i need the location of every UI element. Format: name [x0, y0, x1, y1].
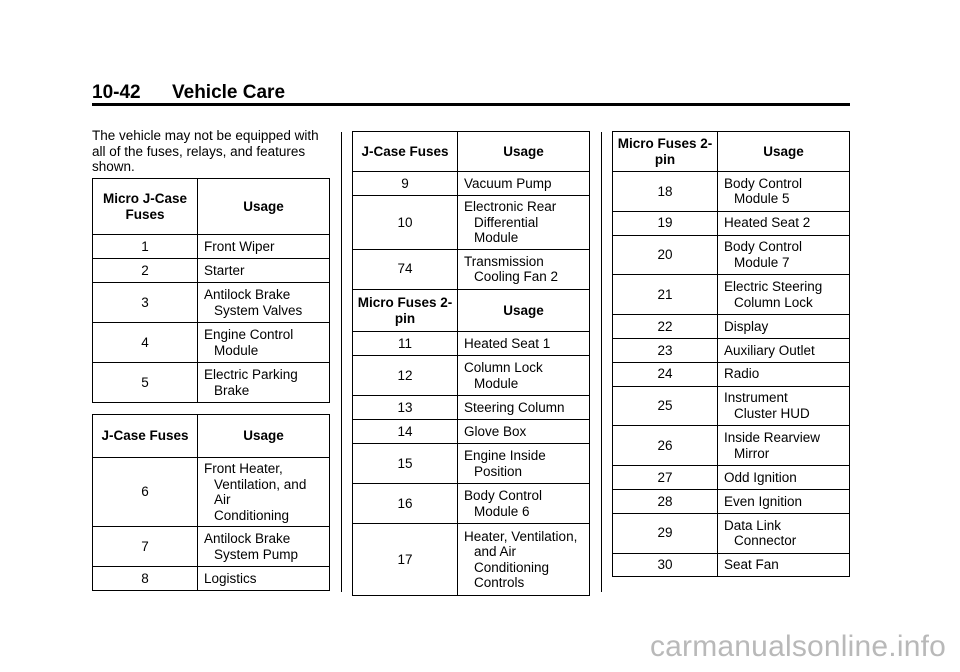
fuse-number: 16: [353, 484, 458, 524]
table-row: [613, 211, 850, 235]
fuse-usage: [458, 172, 590, 196]
usage-line: Engine Control: [204, 327, 294, 342]
fuse-usage: [458, 249, 590, 289]
fuse-number: 26: [613, 426, 718, 466]
fuse-number: 30: [613, 553, 718, 577]
fuse-usage: [718, 172, 850, 212]
usage-line: System Pump: [214, 546, 299, 562]
usage-line: Column Lock: [734, 294, 813, 310]
table-header-row: [613, 132, 850, 172]
table-row: [353, 444, 590, 484]
fuse-number: 10: [353, 196, 458, 250]
usage-line: Odd Ignition: [724, 469, 797, 485]
usage-line: Heated Seat 2: [724, 215, 811, 231]
fuse-number: 7: [93, 527, 198, 567]
usage-line: Position: [474, 463, 523, 479]
fuse-number: 9: [353, 172, 458, 196]
usage-line: Heater, Ventilation,: [464, 528, 578, 544]
fuse-number: 3: [93, 283, 198, 323]
fuse-usage: [458, 420, 590, 444]
usage-line: Antilock Brake: [204, 531, 291, 546]
table-row: [613, 235, 850, 275]
usage-line: Cooling Fan 2: [474, 269, 559, 284]
table-row: [93, 235, 330, 259]
usage-line: Logistics: [204, 570, 257, 586]
fuse-usage: [718, 513, 850, 553]
table-row: [93, 363, 330, 403]
usage-line: Differential Module: [474, 214, 539, 245]
fuse-column-header: Micro Fuses 2-pin: [353, 290, 458, 332]
fuse-usage: [198, 567, 330, 591]
fuse-usage: [718, 362, 850, 386]
table-row: [353, 196, 590, 250]
fuse-column-header: Micro Fuses 2-pin: [613, 132, 718, 172]
fuse-number: 17: [353, 524, 458, 596]
fuse-number: 1: [93, 235, 198, 259]
fuse-usage: [718, 315, 850, 339]
usage-line: Electric Steering: [724, 279, 823, 295]
usage-line: Auxiliary Outlet: [724, 342, 815, 358]
section-title: Vehicle Care: [172, 82, 286, 103]
table-row: [93, 527, 330, 567]
usage-line: Controls: [474, 575, 525, 590]
fuse-usage: [718, 489, 850, 513]
usage-line: Conditioning: [474, 559, 550, 575]
header-rule: [92, 103, 850, 106]
fuse-usage: [718, 386, 850, 426]
fuse-usage: [458, 196, 590, 250]
usage-line: Even Ignition: [724, 493, 803, 509]
table-row: [353, 396, 590, 420]
table-row: [613, 426, 850, 466]
usage-line: Heated Seat 1: [464, 335, 551, 351]
fuse-number: 74: [353, 249, 458, 289]
page-number: 10-42: [92, 82, 141, 103]
usage-line: Body Control: [724, 175, 803, 191]
table-row: [93, 567, 330, 591]
usage-line: Engine Inside: [464, 448, 546, 463]
fuse-usage: [718, 275, 850, 315]
fuse-table-micro-2pin-2: [612, 131, 850, 577]
fuse-usage: [458, 332, 590, 356]
usage-line: Seat Fan: [724, 557, 779, 573]
usage-line: Antilock Brake: [204, 287, 291, 302]
fuse-usage: [718, 211, 850, 235]
usage-line: Steering Column: [464, 399, 565, 415]
table-row: [613, 362, 850, 386]
usage-line: Body Control: [724, 239, 803, 255]
table-row: [353, 484, 590, 524]
fuse-column-header: J-Case Fuses: [93, 415, 198, 458]
usage-line: and Air: [474, 544, 517, 559]
watermark: carmanualsonline.info: [649, 630, 946, 663]
usage-line: Inside Rearview: [724, 430, 821, 446]
usage-column-header: Usage: [458, 132, 590, 172]
fuse-usage: [198, 235, 330, 259]
fuse-number: 12: [353, 356, 458, 396]
usage-line: Column Lock: [464, 360, 543, 375]
usage-line: Front Heater,: [204, 461, 283, 476]
fuse-column-header: J-Case Fuses: [353, 132, 458, 172]
table-row: [613, 172, 850, 212]
fuse-number: 21: [613, 275, 718, 315]
fuse-number: 29: [613, 513, 718, 553]
usage-line: Brake: [214, 382, 250, 398]
table-row: [93, 458, 330, 527]
fuse-number: 6: [93, 458, 198, 527]
intro-paragraph: The vehicle may not be equipped with all of the fuses, relays, and features shown.: [92, 128, 319, 174]
fuse-number: 20: [613, 235, 718, 275]
usage-line: Module: [214, 342, 259, 358]
fuse-number: 11: [353, 332, 458, 356]
table-header-row: [353, 290, 590, 332]
fuse-usage: [198, 259, 330, 283]
usage-column-header: Usage: [718, 132, 850, 172]
usage-line: Electronic Rear: [464, 199, 557, 214]
table-row: [613, 489, 850, 513]
usage-line: System Valves: [214, 302, 303, 318]
usage-line: Mirror: [734, 445, 770, 461]
column-divider: [601, 132, 602, 592]
table-row: [353, 524, 590, 596]
usage-column-header: Usage: [458, 290, 590, 332]
fuse-number: 2: [93, 259, 198, 283]
usage-line: Vacuum Pump: [464, 175, 552, 191]
fuse-usage: [458, 444, 590, 484]
usage-line: Cluster HUD: [734, 405, 810, 421]
usage-line: Connector: [734, 533, 797, 549]
usage-line: Electric Parking: [204, 367, 298, 382]
fuse-number: 15: [353, 444, 458, 484]
table-row: [93, 283, 330, 323]
table-row: [613, 466, 850, 490]
usage-line: Module 5: [734, 191, 790, 207]
fuse-usage: [718, 466, 850, 490]
usage-line: Data Link: [724, 517, 782, 533]
table-row: [353, 249, 590, 289]
fuse-number: 28: [613, 489, 718, 513]
usage-line: Module: [474, 375, 519, 391]
table-row: [613, 513, 850, 553]
fuse-usage: [718, 426, 850, 466]
fuse-usage: [458, 524, 590, 596]
fuse-number: 24: [613, 362, 718, 386]
fuse-number: 19: [613, 211, 718, 235]
usage-line: Glove Box: [464, 423, 527, 439]
fuse-table-jcase-2: [352, 131, 590, 290]
table-row: [353, 332, 590, 356]
fuse-table-micro-jcase: [92, 178, 330, 403]
table-header-row: [93, 179, 330, 235]
table-row: [353, 420, 590, 444]
usage-line: Module 7: [734, 254, 790, 270]
usage-line: Display: [724, 318, 769, 334]
fuse-usage: [198, 283, 330, 323]
table-row: [353, 356, 590, 396]
fuse-number: 27: [613, 466, 718, 490]
fuse-column-header: Micro J-Case Fuses: [93, 179, 198, 235]
usage-line: Module 6: [474, 503, 530, 519]
table-row: [613, 386, 850, 426]
fuse-table-jcase-1: [92, 414, 330, 591]
usage-line: Front Wiper: [204, 238, 275, 254]
fuse-number: 4: [93, 323, 198, 363]
table-row: [613, 315, 850, 339]
usage-line: Transmission: [464, 253, 544, 269]
fuse-usage: [718, 235, 850, 275]
usage-line: Conditioning: [214, 507, 290, 523]
fuse-number: 18: [613, 172, 718, 212]
usage-line: Ventilation, and Air: [214, 476, 307, 507]
usage-line: Instrument: [724, 390, 788, 406]
fuse-number: 5: [93, 363, 198, 403]
fuse-usage: [198, 458, 330, 527]
fuse-number: 14: [353, 420, 458, 444]
fuse-number: 25: [613, 386, 718, 426]
usage-line: Body Control: [464, 488, 543, 503]
fuse-number: 8: [93, 567, 198, 591]
table-row: [93, 259, 330, 283]
fuse-number: 23: [613, 338, 718, 362]
fuse-usage: [198, 363, 330, 403]
fuse-usage: [458, 356, 590, 396]
fuse-number: 22: [613, 315, 718, 339]
usage-line: Radio: [724, 366, 760, 382]
fuse-usage: [718, 553, 850, 577]
table-row: [613, 275, 850, 315]
table-row: [613, 553, 850, 577]
column-divider: [341, 132, 342, 592]
table-row: [613, 338, 850, 362]
fuse-usage: [198, 527, 330, 567]
usage-column-header: Usage: [198, 179, 330, 235]
fuse-usage: [718, 338, 850, 362]
table-row: [353, 172, 590, 196]
fuse-number: 13: [353, 396, 458, 420]
fuse-usage: [198, 323, 330, 363]
fuse-usage: [458, 484, 590, 524]
table-header-row: [93, 415, 330, 458]
fuse-table-micro-2pin-1: [352, 289, 590, 596]
table-header-row: [353, 132, 590, 172]
fuse-usage: [458, 396, 590, 420]
usage-line: Starter: [204, 262, 245, 278]
usage-column-header: Usage: [198, 415, 330, 458]
table-row: [93, 323, 330, 363]
